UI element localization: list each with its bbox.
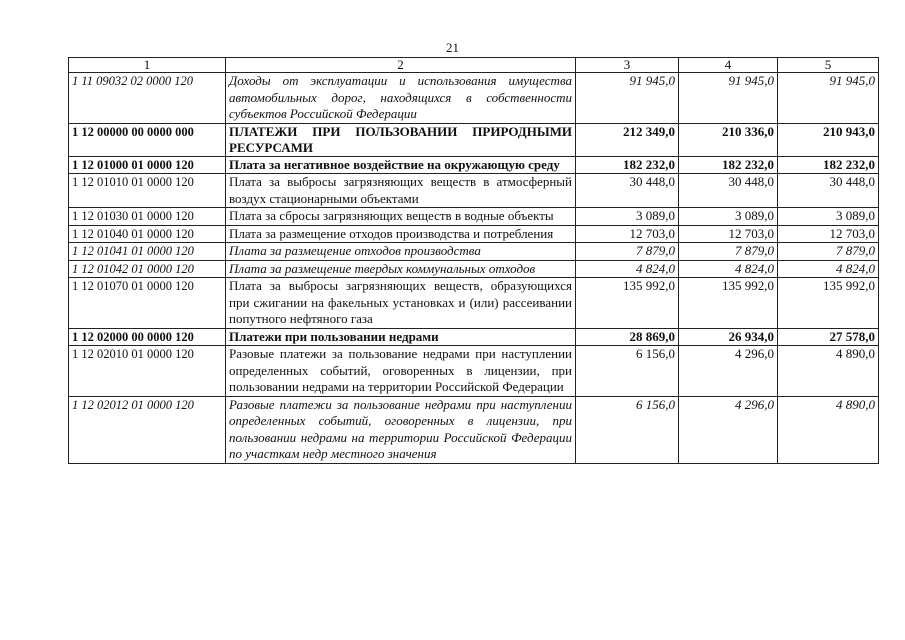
amount-col-5: 12 703,0 xyxy=(778,225,879,243)
column-header-2: 2 xyxy=(226,58,576,73)
amount-col-4: 210 336,0 xyxy=(679,123,778,156)
revenue-name: Разовые платежи за пользование недрами при наступлении определенных событий, оговоренных в лицензии, при пользовании недрами на территории Российской Федерации xyxy=(226,346,576,397)
table-row xyxy=(69,346,879,397)
amount-col-5: 27 578,0 xyxy=(778,328,879,346)
amount-col-4: 3 089,0 xyxy=(679,208,778,226)
budget-code: 1 12 02010 01 0000 120 xyxy=(69,346,226,397)
amount-col-3: 12 703,0 xyxy=(576,225,679,243)
budget-code: 1 12 01010 01 0000 120 xyxy=(69,174,226,208)
table-row xyxy=(69,73,879,124)
table-row xyxy=(69,174,879,208)
revenue-name: Плата за сбросы загрязняющих веществ в водные объекты xyxy=(226,208,576,226)
table-row xyxy=(69,260,879,278)
budget-code: 1 12 01000 01 0000 120 xyxy=(69,156,226,174)
table-row xyxy=(69,328,879,346)
budget-code: 1 12 02012 01 0000 120 xyxy=(69,396,226,463)
revenue-name: ПЛАТЕЖИ ПРИ ПОЛЬЗОВАНИИ ПРИРОДНЫМИ РЕСУРСАМИ xyxy=(226,123,576,156)
amount-col-4: 26 934,0 xyxy=(679,328,778,346)
amount-col-5: 4 824,0 xyxy=(778,260,879,278)
budget-code: 1 12 02000 00 0000 120 xyxy=(69,328,226,346)
header-row xyxy=(69,58,879,73)
amount-col-3: 6 156,0 xyxy=(576,346,679,397)
table-row xyxy=(69,396,879,463)
revenue-name: Плата за размещение отходов производства xyxy=(226,243,576,261)
table-row xyxy=(69,225,879,243)
amount-col-4: 4 296,0 xyxy=(679,396,778,463)
budget-code: 1 11 09032 02 0000 120 xyxy=(69,73,226,124)
amount-col-3: 4 824,0 xyxy=(576,260,679,278)
amount-col-3: 7 879,0 xyxy=(576,243,679,261)
amount-col-3: 135 992,0 xyxy=(576,278,679,329)
revenue-name: Плата за размещение твердых коммунальных отходов xyxy=(226,260,576,278)
table-row xyxy=(69,123,879,156)
revenue-name: Разовые платежи за пользование недрами при наступлении определенных событий, оговоренных в лицензии, при пользовании недрами на территории Российской Федерации по участкам недр местного значения xyxy=(226,396,576,463)
revenue-name: Доходы от эксплуатации и использования имущества автомобильных дорог, находящихся в собственности субъектов Российской Федерации xyxy=(226,73,576,124)
amount-col-4: 91 945,0 xyxy=(679,73,778,124)
amount-col-4: 12 703,0 xyxy=(679,225,778,243)
budget-code: 1 12 01042 01 0000 120 xyxy=(69,260,226,278)
amount-col-5: 30 448,0 xyxy=(778,174,879,208)
revenue-name: Плата за выбросы загрязняющих веществ в атмосферный воздух стационарными объектами xyxy=(226,174,576,208)
revenue-name: Платежи при пользовании недрами xyxy=(226,328,576,346)
amount-col-3: 212 349,0 xyxy=(576,123,679,156)
amount-col-3: 182 232,0 xyxy=(576,156,679,174)
revenue-name: Плата за негативное воздействие на окружающую среду xyxy=(226,156,576,174)
amount-col-4: 4 296,0 xyxy=(679,346,778,397)
table-row xyxy=(69,278,879,329)
amount-col-5: 4 890,0 xyxy=(778,396,879,463)
column-header-3: 3 xyxy=(576,58,679,73)
column-header-1: 1 xyxy=(69,58,226,73)
amount-col-5: 135 992,0 xyxy=(778,278,879,329)
budget-code: 1 12 01041 01 0000 120 xyxy=(69,243,226,261)
amount-col-4: 4 824,0 xyxy=(679,260,778,278)
amount-col-4: 30 448,0 xyxy=(679,174,778,208)
amount-col-3: 3 089,0 xyxy=(576,208,679,226)
revenue-name: Плата за выбросы загрязняющих веществ, образующихся при сжигании на факельных установках и (или) рассеивании попутного нефтяного газа xyxy=(226,278,576,329)
amount-col-5: 7 879,0 xyxy=(778,243,879,261)
amount-col-4: 182 232,0 xyxy=(679,156,778,174)
table-row xyxy=(69,243,879,261)
amount-col-5: 3 089,0 xyxy=(778,208,879,226)
page-number: 21 xyxy=(446,40,459,55)
budget-code: 1 12 00000 00 0000 000 xyxy=(69,123,226,156)
amount-col-5: 91 945,0 xyxy=(778,73,879,124)
table-row xyxy=(69,156,879,174)
revenue-name: Плата за размещение отходов производства и потребления xyxy=(226,225,576,243)
amount-col-3: 91 945,0 xyxy=(576,73,679,124)
amount-col-5: 4 890,0 xyxy=(778,346,879,397)
amount-col-5: 210 943,0 xyxy=(778,123,879,156)
column-header-5: 5 xyxy=(778,58,879,73)
column-header-4: 4 xyxy=(679,58,778,73)
budget-code: 1 12 01070 01 0000 120 xyxy=(69,278,226,329)
amount-col-3: 28 869,0 xyxy=(576,328,679,346)
budget-code: 1 12 01030 01 0000 120 xyxy=(69,208,226,226)
amount-col-4: 135 992,0 xyxy=(679,278,778,329)
amount-col-3: 30 448,0 xyxy=(576,174,679,208)
table-row xyxy=(69,208,879,226)
amount-col-4: 7 879,0 xyxy=(679,243,778,261)
revenue-table xyxy=(68,57,879,464)
amount-col-5: 182 232,0 xyxy=(778,156,879,174)
budget-code: 1 12 01040 01 0000 120 xyxy=(69,225,226,243)
amount-col-3: 6 156,0 xyxy=(576,396,679,463)
